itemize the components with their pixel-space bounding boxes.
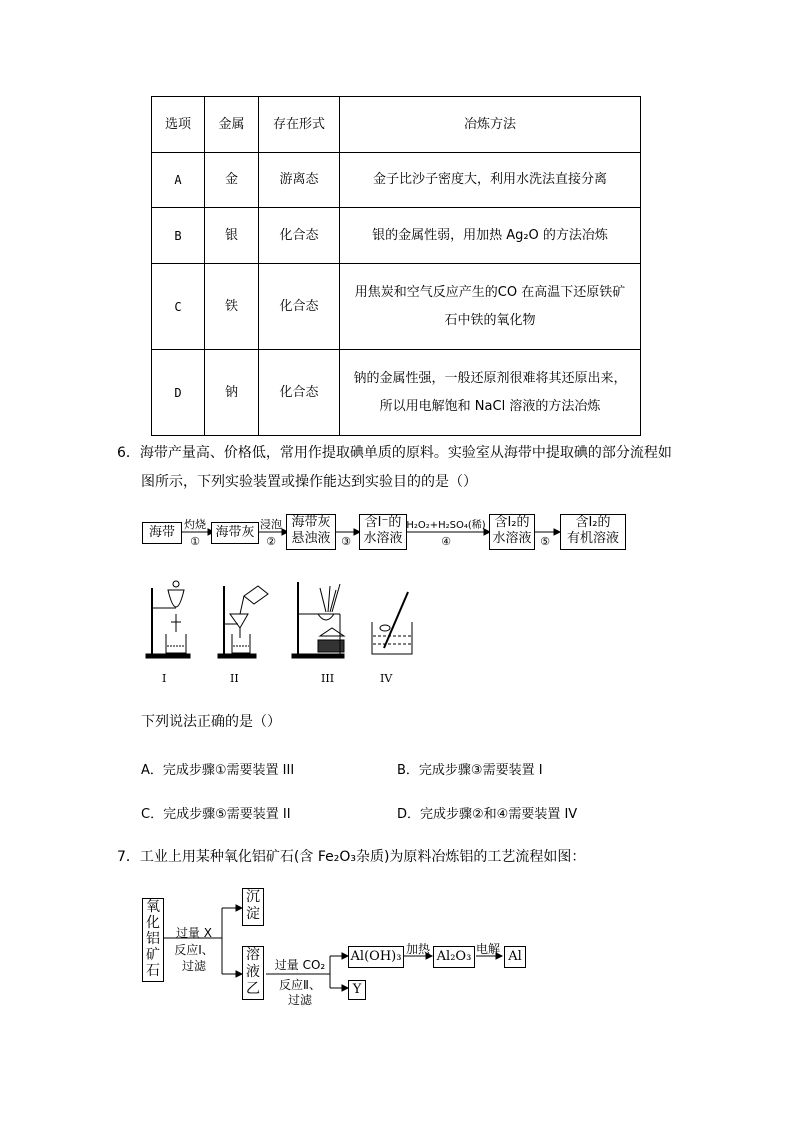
options-table — [151, 96, 641, 436]
arrow2-bottom2: 过滤 — [287, 993, 312, 1007]
apparatus-drawings — [140, 578, 440, 664]
box-iodide-solution-line1: 含I⁻的 — [364, 515, 402, 530]
choice-b[interactable]: B．完成步骤③需要装置 I — [397, 763, 543, 778]
box-ash-suspension — [286, 514, 336, 550]
box-ash-suspension-line2: 悬浊液 — [291, 531, 331, 546]
row-form: 游离态 — [259, 153, 340, 208]
ore-char: 矿 — [146, 947, 160, 963]
solution-char: 乙 — [246, 981, 260, 997]
choice-d[interactable]: D．完成步骤②和④需要装置 IV — [397, 807, 578, 822]
apparatus-label-ii: II — [230, 672, 239, 685]
ore-char: 化 — [146, 915, 160, 931]
box-iodine-aqueous-line2: 水溶液 — [492, 531, 532, 546]
arrow1-bottom1: 反应Ⅰ、 — [174, 943, 214, 957]
row-method — [340, 350, 641, 436]
arrow-3-bottom: ③ — [341, 535, 351, 548]
row-metal: 金 — [205, 153, 259, 208]
solution-char: 溶 — [246, 947, 260, 963]
solution-char: 液 — [246, 964, 260, 980]
row-metal: 钠 — [205, 350, 259, 436]
separatory-funnel-icon — [146, 581, 190, 658]
row-method-line2: 石中铁的氧化物 — [444, 312, 536, 328]
arrow-1-bottom: ① — [190, 535, 200, 548]
box-iodine-aqueous-line1: 含I₂的 — [494, 515, 530, 530]
q6-prompt: 下列说法正确的是（） — [141, 714, 281, 730]
arrow1-top: 过量 X — [175, 926, 213, 940]
table-row — [152, 208, 641, 264]
header-metal: 金属 — [205, 97, 259, 153]
table-row — [152, 264, 641, 350]
electrolysis-label: 电解 — [475, 942, 500, 956]
row-option: B — [152, 208, 205, 264]
choice-a[interactable]: A．完成步骤①需要装置 III — [141, 763, 295, 778]
arrow-5-bottom: ⑤ — [540, 535, 550, 548]
heat-label: 加热 — [405, 942, 430, 956]
choice-c[interactable]: C．完成步骤⑤需要装置 II — [141, 807, 291, 822]
arrow2-top: 过量 CO₂ — [274, 958, 326, 972]
box-ore — [142, 898, 164, 982]
header-form: 存在形式 — [259, 97, 340, 153]
box-iodine-organic-line1: 含I₂的 — [575, 515, 611, 530]
table-row — [152, 153, 641, 208]
precip-char: 沉 — [246, 889, 260, 905]
row-form: 化合态 — [259, 350, 340, 436]
row-option: A — [152, 153, 205, 208]
table-row — [152, 350, 641, 436]
arrow-4-bottom: ④ — [441, 535, 451, 548]
row-metal: 铁 — [205, 264, 259, 350]
header-method: 冶炼方法 — [340, 97, 641, 153]
box-iodine-aqueous — [489, 514, 535, 550]
box-iodide-solution-line2: 水溶液 — [363, 531, 403, 546]
q6-line2: 图所示，下列实验装置或操作能达到实验目的的是（） — [141, 474, 477, 490]
row-method-line1: 用焦炭和空气反应产生的CO 在高温下还原铁矿 — [354, 284, 626, 300]
row-option: C — [152, 264, 205, 350]
ore-char: 石 — [146, 963, 160, 979]
box-kelp-ash: 海带灰 — [211, 522, 259, 544]
row-method-line2: 所以用电解饱和 NaCl 溶液的方法冶炼 — [379, 398, 601, 414]
box-precipitate — [242, 888, 264, 926]
row-method-line1: 钠的金属性强，一般还原剂很难将其还原出来， — [353, 370, 627, 386]
box-aloh3: Al(OH)₃ — [348, 946, 404, 968]
row-method-line1: 金子比沙子密度大，利用水洗法直接分离 — [372, 172, 607, 187]
beaker-stirring-icon — [372, 592, 412, 654]
table-header-row — [152, 97, 641, 153]
row-method — [340, 264, 641, 350]
q7-line1: 7．工业上用某种氧化铝矿石(含 Fe₂O₃杂质)为原料冶炼铝的工艺流程如图： — [117, 849, 586, 865]
ore-char: 氧 — [146, 899, 160, 915]
arrow-1-top: 灼烧 — [184, 518, 206, 531]
box-iodine-organic-line2: 有机溶液 — [566, 531, 619, 546]
row-method — [340, 208, 641, 264]
ore-char: 铝 — [146, 931, 160, 947]
apparatus-label-iii: III — [321, 672, 335, 685]
precip-char: 淀 — [246, 906, 260, 922]
box-kelp: 海带 — [142, 522, 182, 544]
filtration-icon — [218, 586, 268, 658]
apparatus-label-iv: IV — [380, 672, 393, 685]
arrow2-bottom1: 反应Ⅱ、 — [279, 978, 321, 992]
box-al2o3: Al₂O₃ — [433, 946, 475, 968]
row-form: 化合态 — [259, 264, 340, 350]
arrow-4-top: H₂O₂+H₂SO₄(稀) — [406, 520, 486, 531]
row-option: D — [152, 350, 205, 436]
row-method-line1: 银的金属性弱，用加热 Ag₂O 的方法冶炼 — [372, 227, 608, 243]
box-iodine-organic — [560, 514, 626, 550]
crucible-burning-icon — [292, 582, 344, 658]
arrow-2-top: 浸泡 — [260, 518, 282, 531]
apparatus-label-i: I — [162, 672, 167, 685]
row-form: 化合态 — [259, 208, 340, 264]
arrow-2-bottom: ② — [266, 535, 276, 548]
header-option: 选项 — [152, 97, 205, 153]
row-method — [340, 153, 641, 208]
row-metal: 银 — [205, 208, 259, 264]
q6-line1: 6．海带产量高、价格低，常用作提取碘单质的原料。实验室从海带中提取碘的部分流程如 — [117, 445, 672, 461]
box-y: Y — [348, 980, 366, 1000]
arrow1-bottom2: 过滤 — [181, 959, 206, 973]
box-ash-suspension-line1: 海带灰 — [291, 515, 331, 530]
box-al: Al — [504, 946, 526, 968]
box-iodide-solution — [359, 514, 407, 550]
box-solution-b — [242, 946, 264, 1000]
